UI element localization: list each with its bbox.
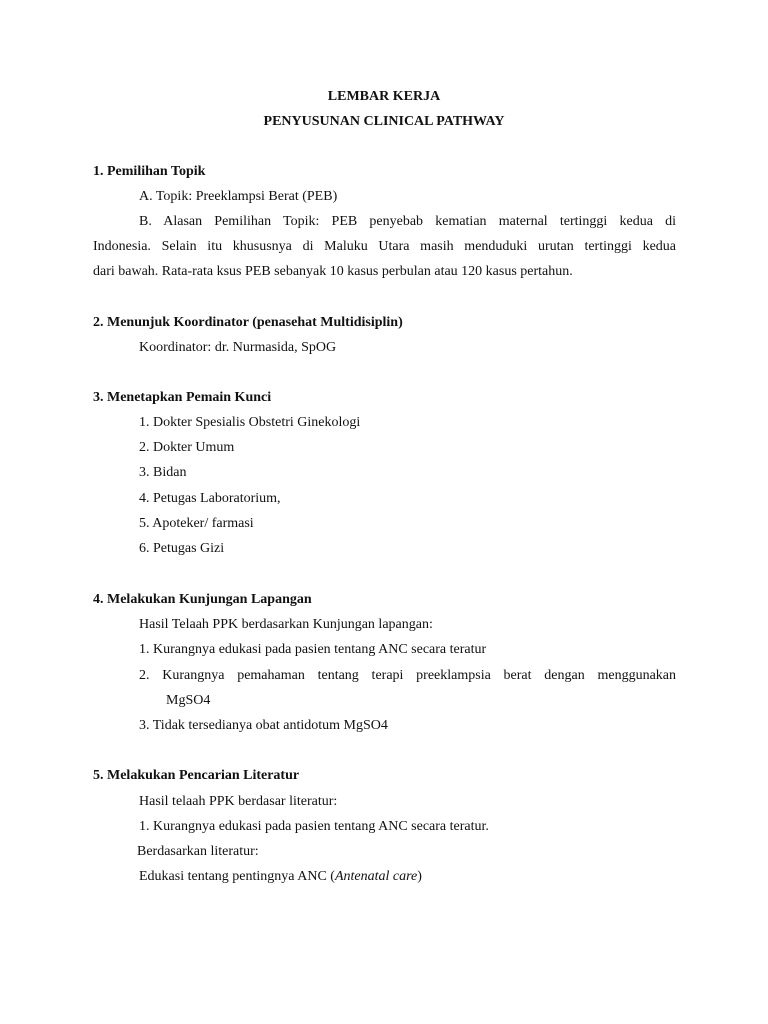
reason-line-2: Indonesia. Selain itu khususnya di Maluku Utara masih menduduki urutan tertinggi kedua: [93, 239, 676, 254]
reason-line-1: B. Alasan Pemilihan Topik: PEB penyebab kematian maternal tertinggi kedua di: [139, 214, 676, 229]
education-text: Edukasi tentang pentingnya ANC (: [139, 869, 335, 884]
list-item: 2. Kurangnya pemahaman tentang terapi preeklampsia berat dengan menggunakan: [139, 668, 676, 683]
list-item: 4. Petugas Laboratorium,: [139, 491, 281, 506]
reason-line-3: dari bawah. Rata-rata ksus PEB sebanyak 10 kasus perbulan atau 120 kasus pertahun.: [93, 264, 573, 279]
literature-intro: Hasil telaah PPK berdasar literatur:: [139, 794, 338, 809]
list-item: 1. Kurangnya edukasi pada pasien tentang ANC secara teratur.: [139, 819, 489, 834]
list-item: 2. Dokter Umum: [139, 440, 235, 455]
education-line: [139, 868, 422, 886]
list-item: 3. Tidak tersedianya obat antidotum MgSO4: [139, 718, 388, 733]
section-4-heading: 4. Melakukan Kunjungan Lapangan: [93, 592, 312, 607]
section-3-heading: 3. Menetapkan Pemain Kunci: [93, 390, 272, 405]
list-item: 6. Petugas Gizi: [139, 541, 225, 556]
document-title: LEMBAR KERJA: [327, 89, 441, 104]
topic-line: A. Topik: Preeklampsi Berat (PEB): [139, 189, 338, 204]
section-1-heading: 1. Pemilihan Topik: [93, 164, 206, 179]
education-closing: ): [417, 869, 422, 884]
section-5-heading: 5. Melakukan Pencarian Literatur: [93, 768, 300, 783]
literature-basis: Berdasarkan literatur:: [137, 844, 259, 859]
antenatal-care-term: Antenatal care: [334, 869, 418, 884]
document-subtitle: PENYUSUNAN CLINICAL PATHWAY: [263, 114, 505, 129]
field-visit-intro: Hasil Telaah PPK berdasarkan Kunjungan lapangan:: [139, 617, 433, 632]
list-item: 3. Bidan: [139, 465, 187, 480]
list-item: 1. Dokter Spesialis Obstetri Ginekologi: [139, 415, 361, 430]
section-2-heading: 2. Menunjuk Koordinator (penasehat Multidisiplin): [93, 315, 403, 330]
list-item-continuation: MgSO4: [166, 693, 211, 708]
list-item: 5. Apoteker/ farmasi: [139, 516, 254, 531]
coordinator-line: Koordinator: dr. Nurmasida, SpOG: [139, 340, 337, 355]
list-item: 1. Kurangnya edukasi pada pasien tentang ANC secara teratur: [139, 642, 487, 657]
